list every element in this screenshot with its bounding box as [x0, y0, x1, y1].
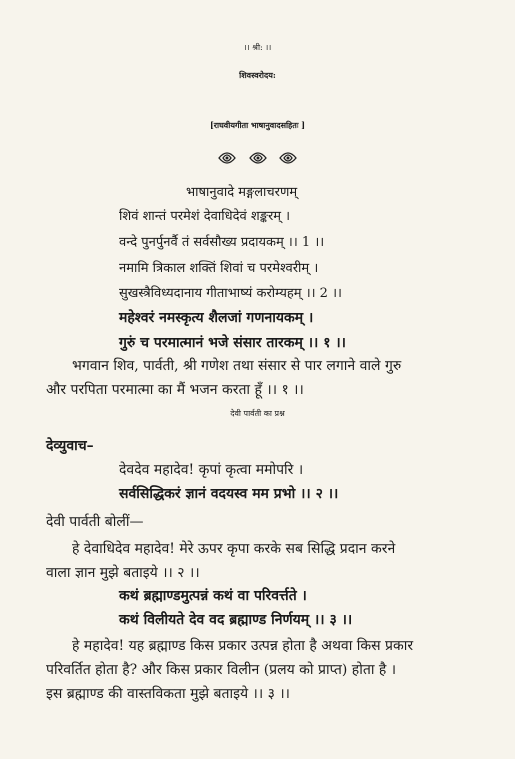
translation-line: वाला ज्ञान मुझे बताइये ।। २ ।। [46, 565, 200, 581]
translation-line: इस ब्रह्माण्ड की वास्तविकता मुझे बताइये ।। ३ ।। [46, 686, 290, 702]
ornament-icon [217, 150, 237, 166]
section-heading: भाषानुवादे मङ्गलाचरणम् [186, 185, 298, 200]
speaker-label: देव्युवाच– [46, 438, 94, 454]
page-subtitle: [राघवीयगीता भाषानुवादसहितः ] [209, 120, 306, 130]
ornament-icon [248, 150, 268, 166]
translation-line: हे महादेव! यह ब्रह्माण्ड किस प्रकार उत्पन्न होता है अथवा किस प्रकार [72, 638, 414, 654]
translation-line: परिवर्तित होता है? और किस प्रकार विलीन (प्रलय को प्राप्त) होता है । [46, 662, 397, 678]
speaker-label: देवी पार्वती बोलीं— [46, 514, 144, 530]
verse-line: नमामि त्रिकाल शक्तिं शिवां च परमेश्वरीम् । [119, 261, 319, 276]
verse-line-bold: महेश्वरं नमस्कृत्य शैलजां गणनायकम् । [119, 310, 314, 326]
verse-line: सुखस्त्रैविध्यदानाय गीताभाष्यं करोम्यहम् ।। 2 ।। [119, 286, 342, 301]
section-heading: देवी पार्वती का प्रश्न [230, 409, 285, 418]
verse-line-bold: सर्वसिद्धिकरं ज्ञानं वदयस्व मम प्रभो ।। २ ।। [119, 486, 339, 502]
verse-line: शिवं शान्तं परमेशं देवाधिदेवं शङ्करम् । [119, 209, 291, 224]
page-title: शिवस्वरोदय: [239, 70, 276, 80]
verse-line: वन्दे पुनर्पुनर्वै तं सर्वसौख्य प्रदायकम् ।। 1 ।। [119, 235, 325, 250]
verse-line-bold: कथं ब्रह्माण्डमुत्पन्नं कथं वा परिवर्त्तते । [119, 588, 307, 604]
verse-line-bold: गुरुं च परमात्मानं भजे संसार तारकम् ।। १ ।। [119, 335, 346, 351]
translation-line: हे देवाधिदेव महादेव! मेरे ऊपर कृपा करके सब सिद्धि प्रदान करने [72, 541, 396, 557]
verse-line: देवदेव महादेव! कृपां कृत्वा ममोपरि । [119, 462, 304, 478]
translation-line: और परपिता परमात्मा का मैं भजन करता हूँ ।। १ ।। [46, 382, 304, 398]
ornament-icon [278, 150, 298, 166]
invocation: ।। श्री: ।। [243, 43, 272, 52]
translation-line: भगवान शिव, पार्वती, श्री गणेश तथा संसार से पार लगाने वाले गुरु [72, 358, 402, 374]
ornament-row [0, 150, 515, 166]
verse-line-bold: कथं विलीयते देव वद ब्रह्माण्ड निर्णयम् ।। ३ ।। [119, 612, 353, 628]
